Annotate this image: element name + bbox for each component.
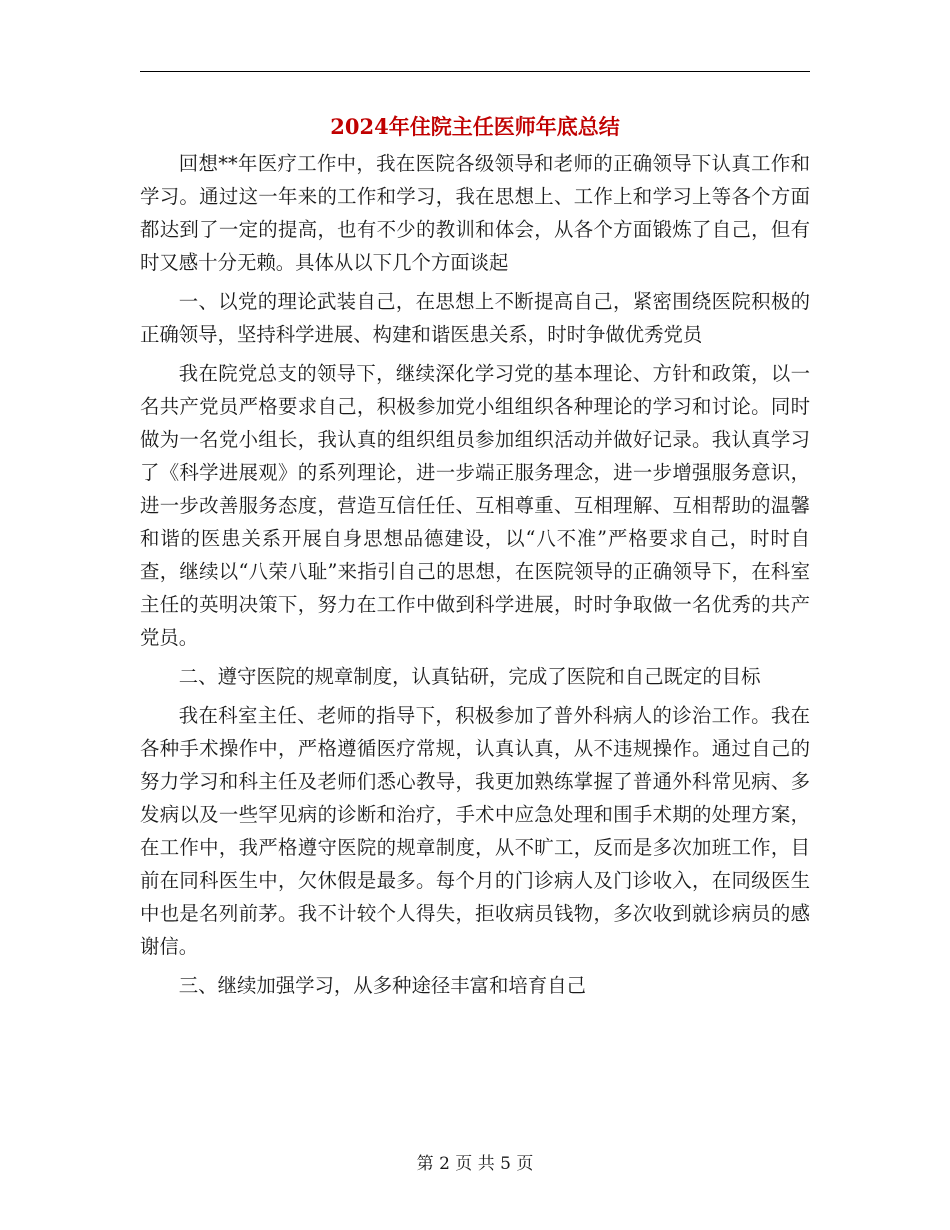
section-heading-2: 二、遵守医院的规章制度，认真钻研，完成了医院和自己既定的目标	[178, 665, 761, 688]
paragraph-intro: 回想**年医疗工作中，我在医院各级领导和老师的正确领导下认真工作和学习。通过这一年来的工作和学习，我在思想上、工作上和学习上等各个方面都达到了一定的提高，也有不少的教训和体会，从各个方面锻炼了自己，但有时又感十分无赖。具体从以下几个方面谈起	[140, 152, 810, 274]
section-heading-3: 三、继续加强学习，从多种途径丰富和培育自己	[178, 974, 586, 997]
paragraph-section-2: 我在科室主任、老师的指导下，积极参加了普外科病人的诊治工作。我在各种手术操作中，严格遵循医疗常规，认真认真，从不违规操作。通过自己的努力学习和科主任及老师们悉心教导，我更加熟练掌握了普通外科常见病、多发病以及一些罕见病的诊断和治疗，手术中应急处理和围手术期的处理方案，在工作中，我严格遵守医院的规章制度，从不旷工，反而是多次加班工作，目前在同科医生中，欠休假是最多。每个月的门诊病人及门诊收入，在同级医生中也是名列前茅。我不计较个人得失，拒收病员钱物，多次收到就诊病员的感谢信。	[140, 704, 810, 958]
document-body	[140, 147, 810, 1002]
paragraph-section-1: 我在院党总支的领导下，继续深化学习党的基本理论、方针和政策，以一名共产党员严格要求自己，积极参加党小组组织各种理论的学习和讨论。同时做为一名党小组长，我认真的组织组员参加组织活动并做好记录。我认真学习了《科学进展观》的系列理论，进一步端正服务理念，进一步增强服务意识，进一步改善服务态度，营造互信任任、互相尊重、互相理解、互相帮助的温馨和谐的医患关系开展自身思想品德建设，以“八不准”严格要求自己，时时自查，继续以“八荣八耻”来指引自己的思想，在医院领导的正确领导下，在科室主任的英明决策下，努力在工作中做到科学进展，时时争取做一名优秀的共产党员。	[140, 362, 810, 649]
section-heading-1: 一、以党的理论武装自己，在思想上不断提高自己，紧密围绕医院积极的正确领导，坚持科学进展、构建和谐医患关系，时时争做优秀党员	[140, 290, 810, 346]
page-number: 第 2 页 共 5 页	[416, 1154, 534, 1174]
header-rule	[140, 71, 810, 72]
document-title: 2024年住院主任医师年底总结	[330, 114, 620, 139]
